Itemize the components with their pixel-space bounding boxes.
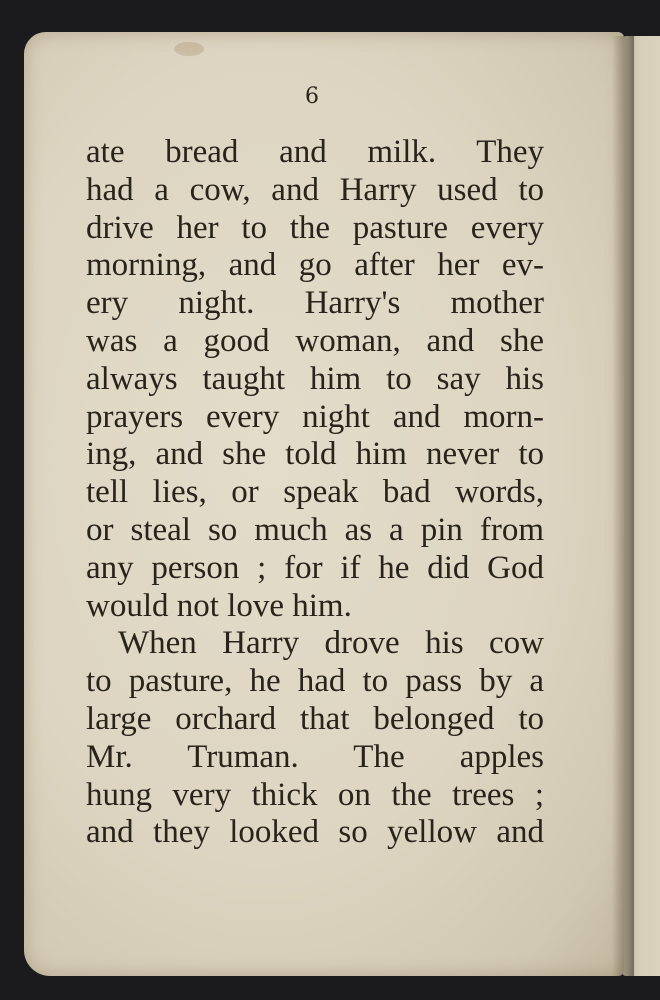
paper-stain — [174, 42, 204, 56]
text-line: or steal so much as a pin from — [86, 511, 544, 548]
text-line: ing, and she told him never to — [86, 436, 544, 473]
text-line: morning, and go after her ev- — [86, 247, 544, 284]
text-line: to pasture, he had to pass by a — [86, 663, 544, 700]
text-line: any person ; for if he did God — [86, 549, 544, 586]
text-line: would not love him. — [86, 587, 352, 624]
text-line: ery night. Harry's mother — [86, 285, 544, 322]
text-line: prayers every night and morn- — [86, 398, 544, 435]
text-line: and they looked so yellow and — [86, 814, 544, 851]
text-line: was a good woman, and she — [86, 322, 544, 359]
text-line: tell lies, or speak bad words, — [86, 474, 544, 511]
page-number: 6 — [305, 84, 319, 109]
text-line: large orchard that belonged to — [86, 700, 544, 737]
text-line: hung very thick on the trees ; — [86, 776, 544, 813]
text-line: Mr. Truman. The apples — [86, 738, 544, 775]
gutter-shadow — [612, 36, 634, 976]
book-page — [24, 32, 624, 976]
page-text — [86, 134, 544, 852]
text-line: ate bread and milk. They — [86, 134, 544, 170]
text-line: had a cow, and Harry used to — [86, 171, 544, 208]
text-line: When Harry drove his cow — [118, 625, 544, 662]
text-line: drive her to the pasture every — [86, 209, 544, 246]
text-line: always taught him to say his — [86, 360, 544, 397]
